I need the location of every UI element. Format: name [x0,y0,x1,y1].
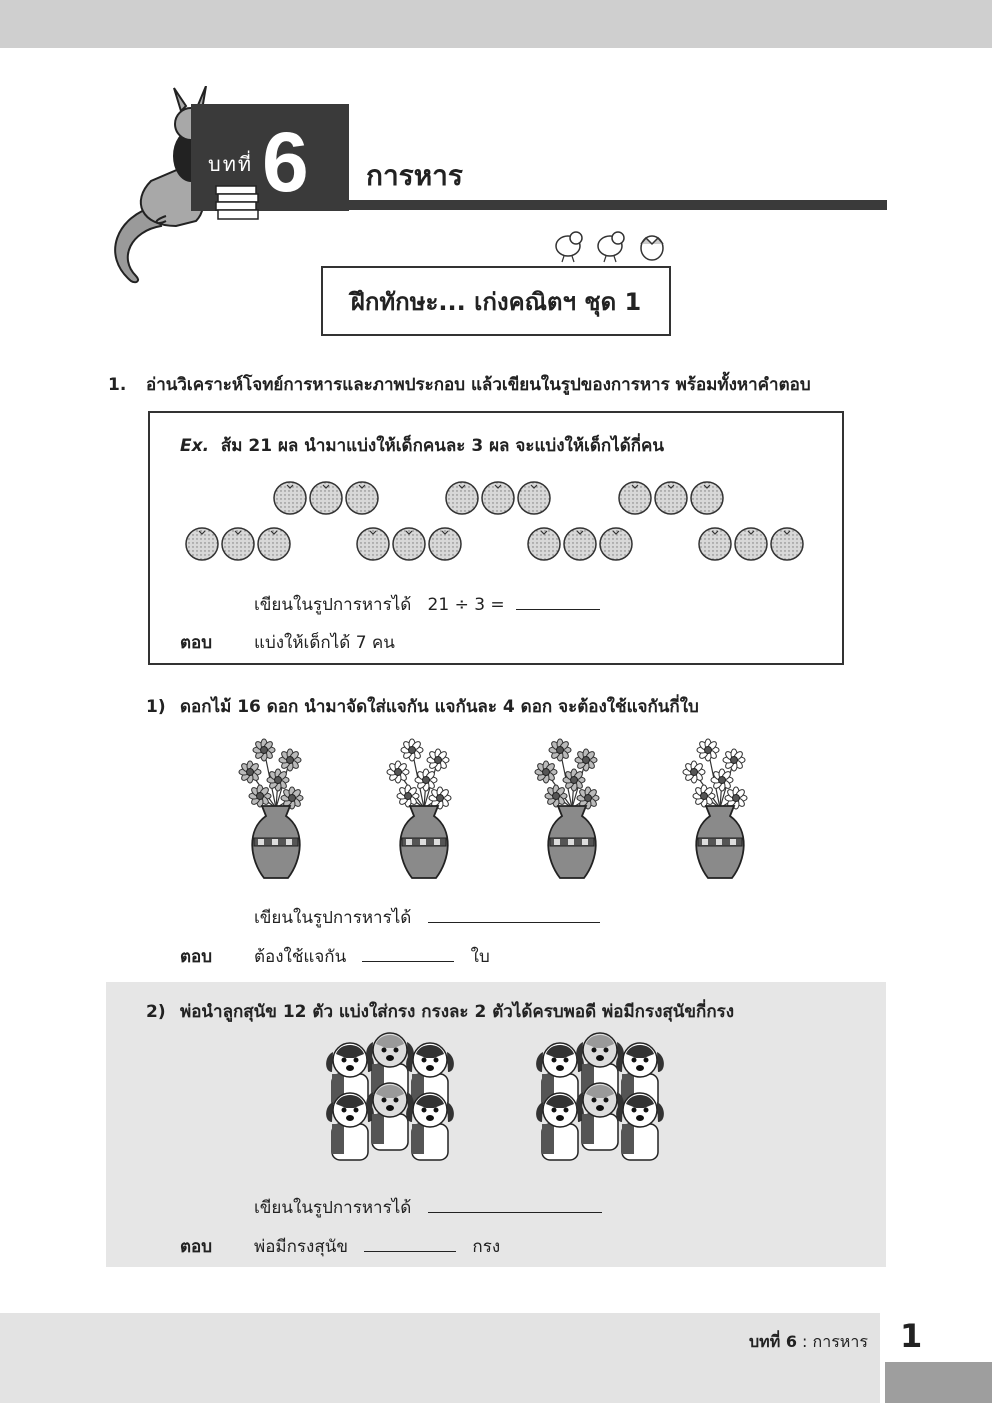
footer-separator: : [802,1332,808,1351]
footer-bar [0,1313,880,1403]
example-write-line [254,591,600,618]
chapter-number: 6 [262,115,309,209]
book-stack-icon [214,184,260,224]
orange-icon [274,482,306,514]
orange-icon [258,528,290,560]
orange-icon [346,482,378,514]
example-answer-label: ตอบ [180,633,213,653]
orange-icon [518,482,550,514]
top-bar [0,0,992,48]
sub-question-1-text: ดอกไม้ 16 ดอก นำมาจัดใส่แจกัน แจกันละ 4 ดอก จะต้องใช้แจกันกี่ใบ [180,697,699,717]
orange-icon [691,482,723,514]
chapter-title: การหาร [366,159,463,192]
orange-icon [482,482,514,514]
footer-corner-block [885,1362,992,1403]
example-problem [180,432,664,459]
sub1-answer-label: ตอบ [180,947,213,967]
example-equation: 21 ÷ 3 = [427,595,505,615]
orange-icon [619,482,651,514]
practice-set-title: ฝึกทักษะ... เก่งคณิตฯ ชุด 1 [321,266,671,336]
sub1-write-line [254,904,600,931]
flower-vase-icon [683,739,747,878]
sub1-division-blank[interactable] [428,906,600,923]
page-number: 1 [900,1317,923,1355]
sub-question-1-number: 1) [146,697,166,717]
orange-icon [699,528,731,560]
orange-icon [357,528,389,560]
sub-question-2-text: พ่อนำลูกสุนัข 12 ตัว แบ่งใส่กรง กรงละ 2 ตัวได้ครบพอดี พ่อมีกรงสุนัขกี่กรง [180,1002,735,1022]
sub2-division-blank[interactable] [428,1196,602,1213]
flower-vases-illustration [230,738,770,883]
orange-icon [310,482,342,514]
puppies-illustration [320,1032,680,1174]
footer-chapter [749,1330,868,1355]
footer-chapter-label: บทที่ 6 [749,1332,797,1351]
orange-groups-illustration [180,478,820,568]
example-problem-text: ส้ม 21 ผล นำมาแบ่งให้เด็กคนละ 3 ผล จะแบ่งให้เด็กได้กี่คน [220,436,665,456]
flower-vase-icon [239,739,303,878]
example-write-label: เขียนในรูปการหารได้ [254,595,412,615]
orange-icon [186,528,218,560]
orange-icon [429,528,461,560]
sub-question-1 [146,693,699,720]
orange-icon [393,528,425,560]
question-number: 1. [108,375,127,395]
sub1-write-label: เขียนในรูปการหารได้ [254,908,412,928]
sub1-answer-suffix: ใบ [470,947,490,967]
sub2-answer-suffix: กรง [472,1237,501,1257]
chapter-word: บทที่ [208,152,254,176]
example-answer-blank[interactable] [516,593,600,610]
sub2-answer-prefix: พ่อมีกรงสุนัข [254,1237,348,1257]
orange-icon [735,528,767,560]
question-text: อ่านวิเคราะห์โจทย์การหารและภาพประกอบ แล้วเขียนในรูปของการหาร พร้อมทั้งหาคำตอบ [146,375,811,395]
orange-icon [771,528,803,560]
orange-icon [655,482,687,514]
orange-icon [600,528,632,560]
sub1-answer-line [254,943,490,970]
orange-icon [528,528,560,560]
sub2-answer-line [254,1233,500,1260]
orange-icon [564,528,596,560]
sub2-answer-blank[interactable] [364,1235,456,1252]
sub2-write-label: เขียนในรูปการหารได้ [254,1198,412,1218]
orange-icon [446,482,478,514]
sub2-write-line [254,1194,602,1221]
flower-vase-icon [387,739,451,878]
sub-question-2 [146,998,734,1025]
sub-question-2-number: 2) [146,1002,166,1022]
chapter-underline [349,200,887,210]
orange-icon [222,528,254,560]
sub1-answer-prefix: ต้องใช้แจกัน [254,947,347,967]
orange-icon [186,482,803,560]
sub2-answer-label: ตอบ [180,1237,213,1257]
chicks-decoration-icon [548,226,673,266]
flower-vase-icon [535,739,599,878]
question-1-instruction [108,371,811,398]
sub1-answer-blank[interactable] [362,945,454,962]
footer-chapter-name: การหาร [812,1332,868,1351]
example-answer-text: แบ่งให้เด็กได้ 7 คน [254,633,395,653]
example-prefix: Ex. [180,436,210,456]
